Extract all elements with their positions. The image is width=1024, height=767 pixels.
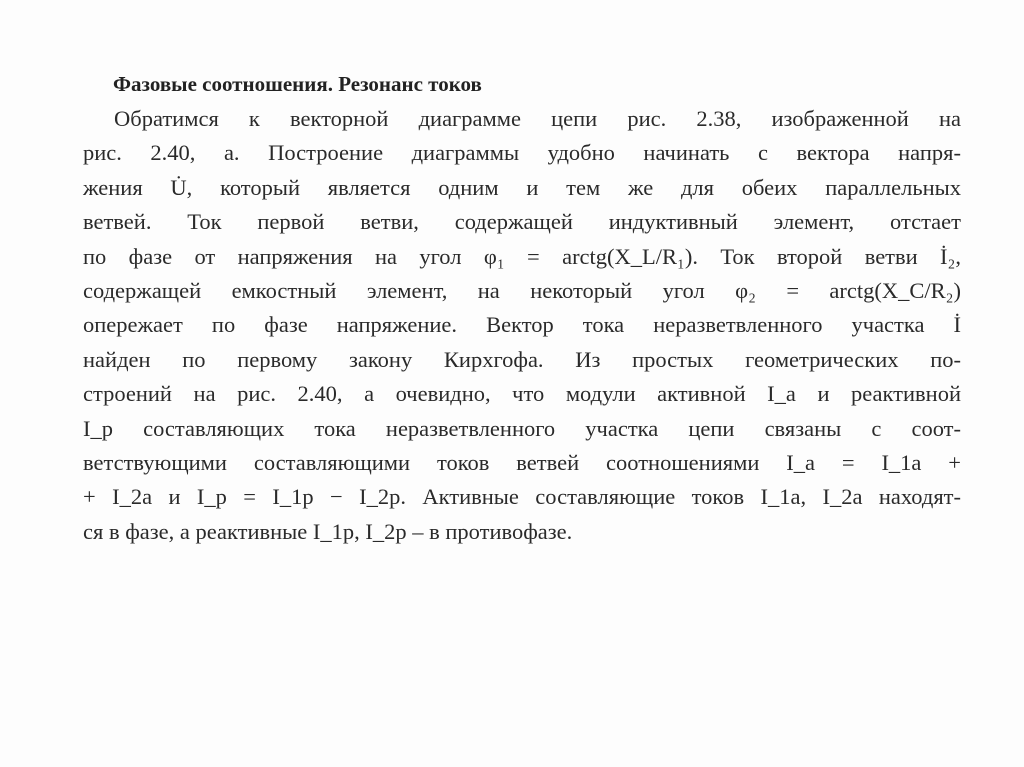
section-heading: Фазовые соотношения. Резонанс токов xyxy=(113,72,482,96)
paragraph-line: ся в фазе, а реактивные I_1p, I_2p – в противофазе. xyxy=(83,518,573,544)
paragraph-line: опережает по фазе напряжение. Вектор тока неразветвленного участка İ xyxy=(83,312,961,338)
paragraph-line: Обратимся к векторной диаграмме цепи рис. 2.38, изображенной на xyxy=(114,106,961,131)
text-block xyxy=(83,66,961,549)
paragraph-line: рис. 2.40, а. Построение диаграммы удобно начинать с вектора напря- xyxy=(83,140,961,166)
paragraph-line: ветвей. Ток первой ветви, содержащей индуктивный элемент, отстает xyxy=(83,209,961,235)
paragraph-line: + I_2a и I_p = I_1p − I_2p. Активные составляющие токов I_1a, I_2a находят- xyxy=(83,484,961,510)
paragraph-line: строений на рис. 2.40, а очевидно, что модули активной I_a и реактивной xyxy=(83,381,961,407)
paragraph-line: содержащей емкостный элемент, на некоторый угол φ₂ = arctg(X_C/R₂) xyxy=(83,278,961,304)
paragraph-line: по фазе от напряжения на угол φ₁ = arctg(X_L/R₁). Ток второй ветви İ₂, xyxy=(83,243,961,269)
paragraph-line: жения U̇, который является одним и тем же для обеих параллельных xyxy=(83,174,961,200)
paragraph-line: ветствующими составляющими токов ветвей соотношениями I_a = I_1a + xyxy=(83,450,961,476)
paragraph-line: найден по первому закону Кирхгофа. Из простых геометрических по- xyxy=(83,346,961,372)
paragraph-line: I_p составляющих тока неразветвленного участка цепи связаны с соот- xyxy=(83,415,961,441)
